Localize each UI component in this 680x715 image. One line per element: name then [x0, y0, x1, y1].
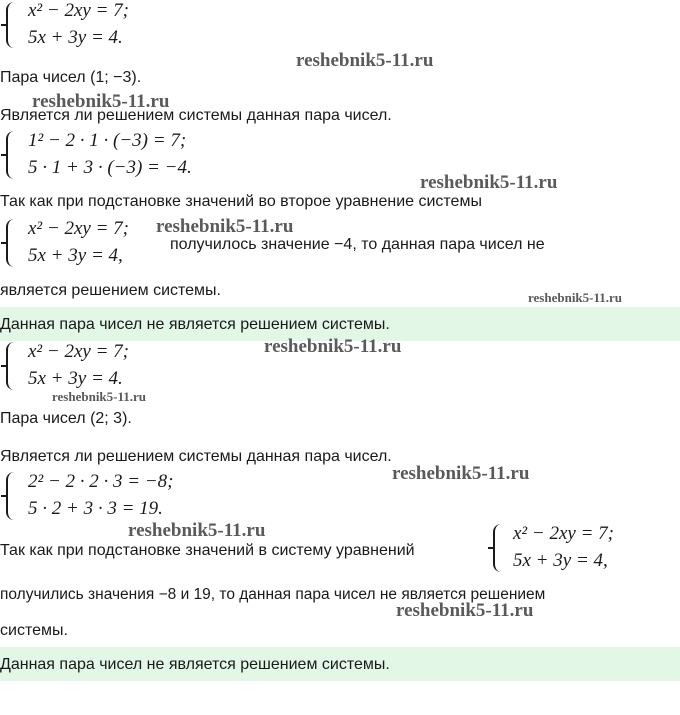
system-eq-1: x² − 2xy = 7; — [28, 341, 129, 362]
inline-system-brace — [6, 219, 16, 267]
explanation-line: системы. — [0, 622, 68, 639]
pair-line: Пара чисел (2; 3). — [0, 410, 132, 427]
watermark: reshebnik5-11.ru — [264, 336, 402, 357]
watermark: reshebnik5-11.ru — [396, 600, 534, 621]
watermark: reshebnik5-11.ru — [392, 463, 530, 484]
conclusion-text: Данная пара чисел не является решением системы. — [0, 656, 390, 673]
watermark: reshebnik5-11.ru — [32, 91, 170, 112]
conclusion-text: Данная пара чисел не является решением системы. — [0, 316, 390, 333]
inline-system-eq-1: x² − 2xy = 7; — [513, 523, 614, 544]
system-brace — [6, 2, 16, 48]
watermark: reshebnik5-11.ru — [128, 520, 266, 541]
watermark: reshebnik5-11.ru — [156, 216, 294, 237]
inline-system-eq-1: x² − 2xy = 7; — [28, 218, 129, 239]
system-eq-1: x² − 2xy = 7; — [28, 0, 129, 21]
explanation-line: получились значения −8 и 19, то данная пара чисел не является решением — [0, 586, 546, 603]
watermark: reshebnik5-11.ru — [296, 50, 434, 71]
watermark: reshebnik5-11.ru — [528, 290, 623, 305]
conclusion-box — [0, 647, 680, 681]
watermark: reshebnik5-11.ru — [420, 172, 558, 193]
system-eq-2: 5x + 3y = 4. — [28, 27, 123, 48]
check-eq-2: 5 · 2 + 3 · 3 = 19. — [28, 498, 163, 519]
inline-system-eq-2: 5x + 3y = 4, — [28, 245, 123, 266]
explanation-line: Так как при подстановке значений во второе уравнение системы — [0, 193, 482, 210]
question-line: Является ли решением системы данная пара чисел. — [0, 107, 392, 124]
check-brace — [6, 472, 16, 520]
inline-system-brace — [493, 524, 503, 572]
explanation-line: получилось значение −4, то данная пара чисел не — [170, 236, 545, 253]
check-eq-1: 2² − 2 · 2 · 3 = −8; — [28, 471, 174, 492]
system-brace — [6, 342, 16, 390]
question-line: Является ли решением системы данная пара чисел. — [0, 448, 392, 465]
system-eq-2: 5x + 3y = 4. — [28, 368, 123, 389]
check-brace — [6, 131, 16, 179]
explanation-line: является решением системы. — [0, 282, 221, 299]
explanation-line: Так как при подстановке значений в систему уравнений — [0, 542, 415, 559]
check-eq-1: 1² − 2 · 1 · (−3) = 7; — [28, 130, 187, 151]
watermark: reshebnik5-11.ru — [52, 389, 147, 404]
check-eq-2: 5 · 1 + 3 · (−3) = −4. — [28, 157, 192, 178]
pair-line: Пара чисел (1; −3). — [0, 69, 142, 86]
inline-system-eq-2: 5x + 3y = 4, — [513, 550, 608, 571]
